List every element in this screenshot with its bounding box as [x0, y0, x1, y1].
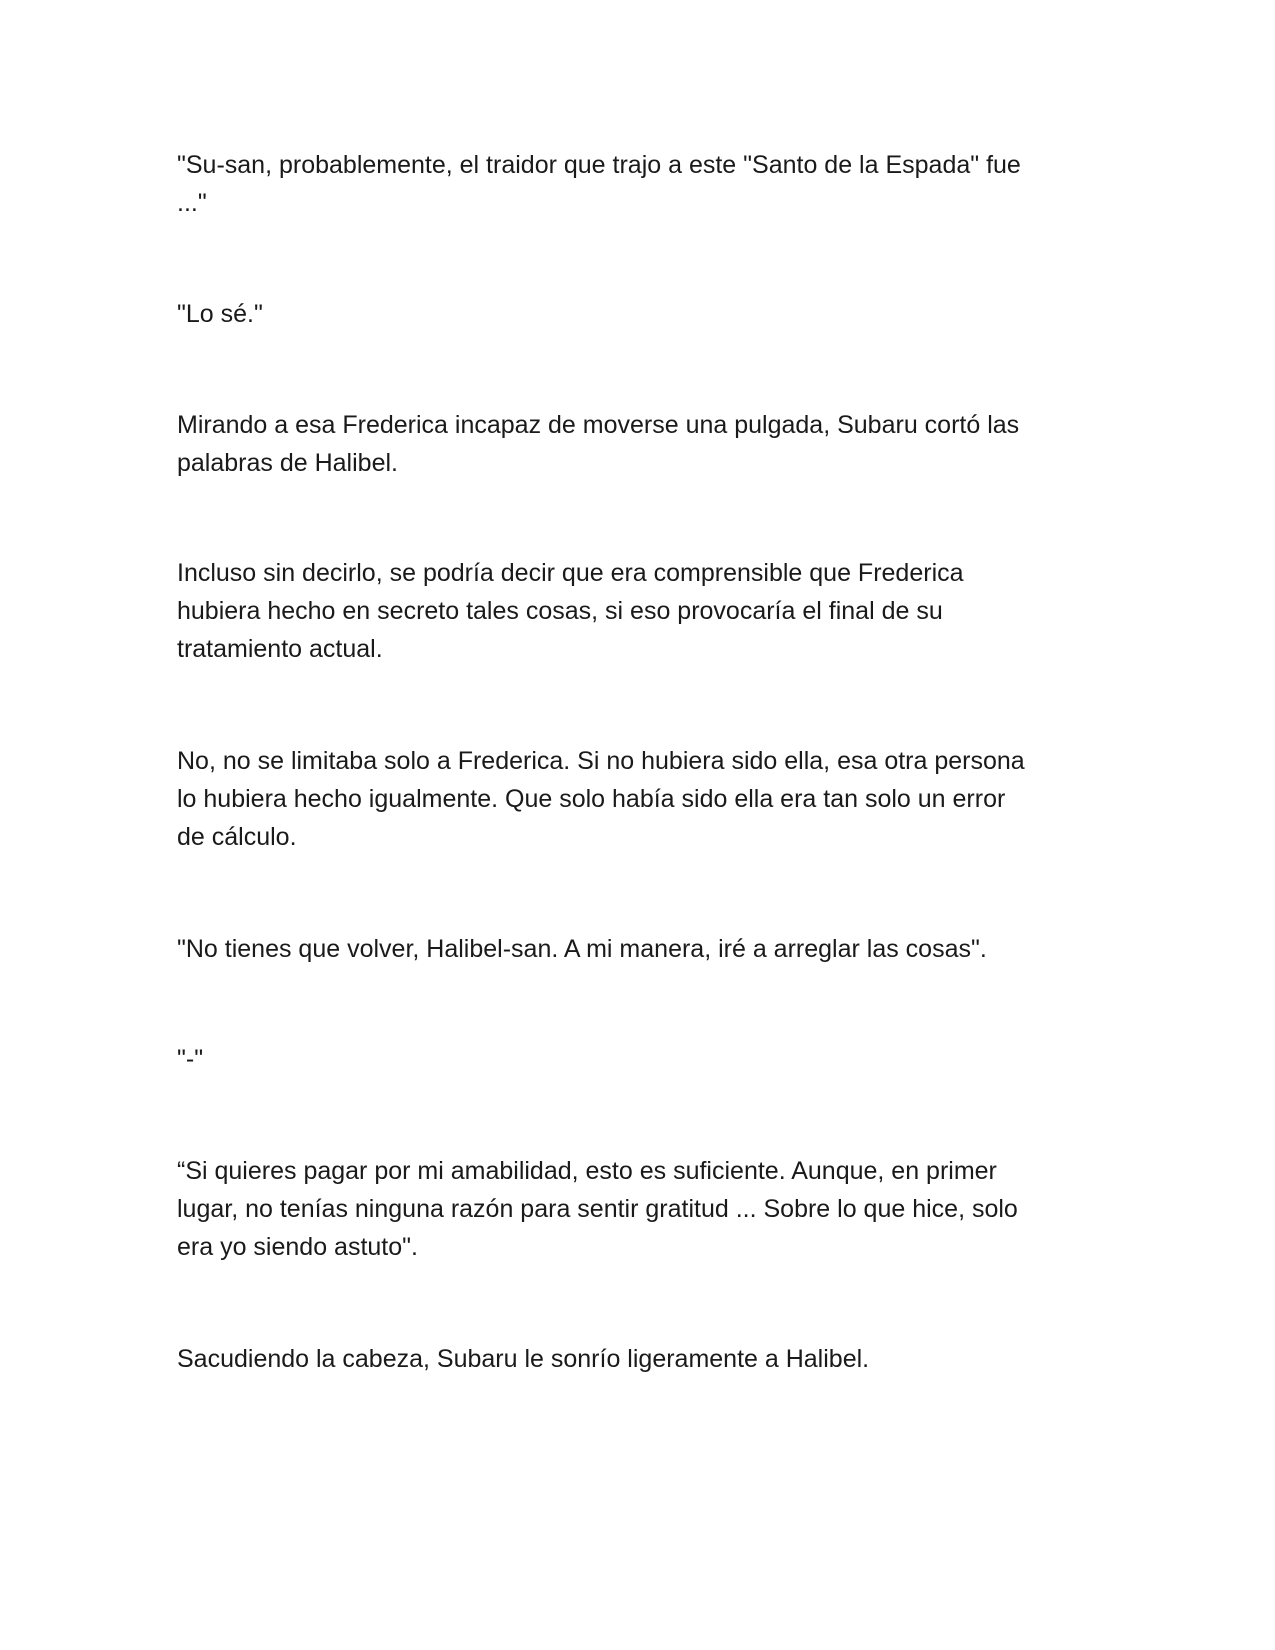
paragraph-2: "Lo sé."	[177, 300, 263, 328]
paragraph-8: “Si quieres pagar por mi amabilidad, esto es suficiente. Aunque, en primer lugar, no tenías ninguna razón para sentir gratitud ... Sobre lo que hice, solo era yo siendo astuto".	[177, 1157, 1018, 1261]
paragraph-1: "Su-san, probablemente, el traidor que trajo a este "Santo de la Espada" fue ..."	[177, 151, 1021, 217]
paragraph-7: "-"	[177, 1045, 204, 1073]
paragraph-6: "No tienes que volver, Halibel-san. A mi manera, iré a arreglar las cosas".	[177, 935, 987, 963]
paragraph-4: Incluso sin decirlo, se podría decir que era comprensible que Frederica hubiera hecho en secreto tales cosas, si eso provocaría el final de su tratamiento actual.	[177, 559, 964, 663]
paragraph-5: No, no se limitaba solo a Frederica. Si no hubiera sido ella, esa otra persona lo hubiera hecho igualmente. Que solo había sido ella era tan solo un error de cálculo.	[177, 747, 1025, 851]
paragraph-9: Sacudiendo la cabeza, Subaru le sonrío ligeramente a Halibel.	[177, 1345, 870, 1373]
paragraph-3: Mirando a esa Frederica incapaz de moverse una pulgada, Subaru cortó las palabras de Halibel.	[177, 411, 1020, 477]
